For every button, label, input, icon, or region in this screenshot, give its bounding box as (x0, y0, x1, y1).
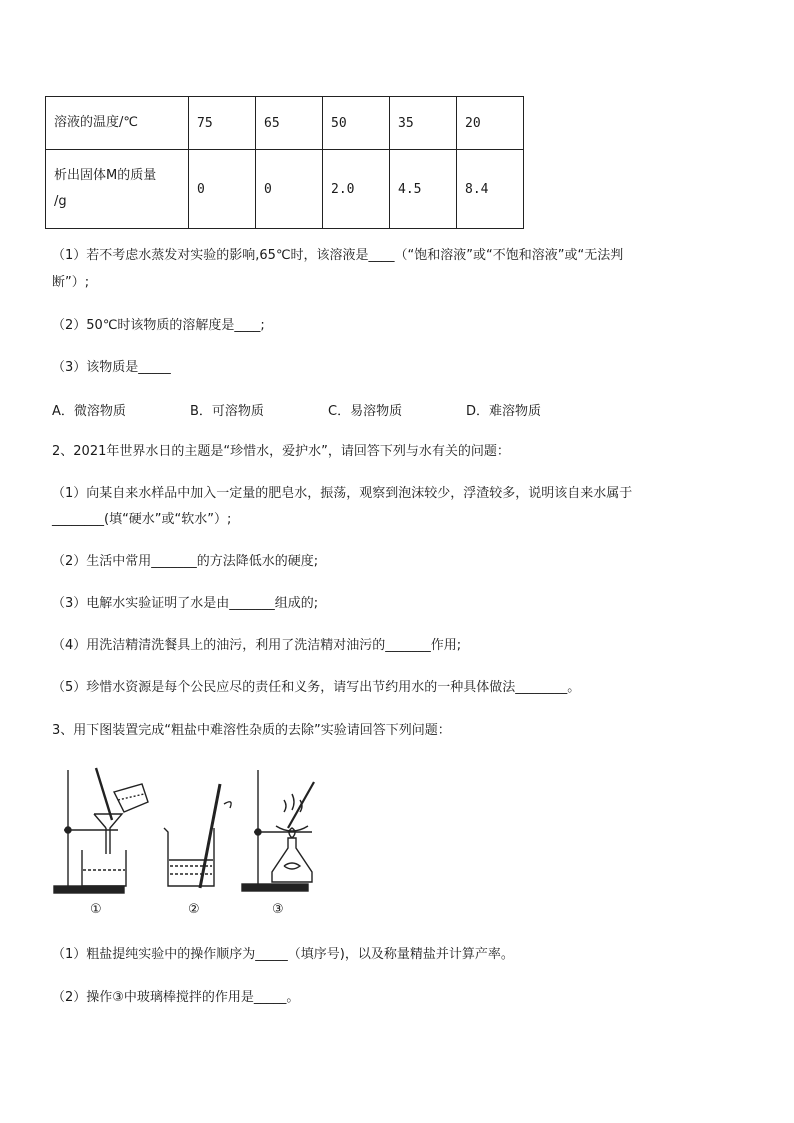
q1-part2: （2）50℃时该物质的溶解度是____; (52, 318, 265, 333)
lab-apparatus-figure (52, 762, 352, 902)
table-header-cell (46, 150, 189, 229)
stir-arrow (224, 802, 231, 808)
evaporation-apparatus (242, 770, 314, 891)
clamp-screw (65, 827, 71, 833)
receiving-beaker (82, 850, 126, 886)
q1-part1-line2: 断”）; (52, 275, 90, 290)
q2-part5: （5）珍惜水资源是每个公民应尽的责任和义务，请写出节约用水的一种具体做法________。 (52, 680, 581, 695)
glass-rod (96, 768, 112, 820)
q3-title: 3、用下图装置完成“粗盐中难溶性杂质的去除”实验请回答下列问题： (52, 723, 451, 738)
figure-label-2: ② (188, 902, 200, 917)
table-cell: 65 (256, 97, 323, 150)
q1-part1-line1: （1）若不考虑水蒸发对实验的影响,65℃时，该溶液是____（“饱和溶液”或“不饱和溶液”或“无法判 (52, 248, 624, 263)
stand-base (54, 886, 124, 893)
q1-choices (52, 400, 541, 419)
figure-label-3: ③ (272, 902, 284, 917)
q3-part2: （2）操作③中玻璃棒搅拌的作用是_____。 (52, 990, 300, 1005)
table-cell: 0 (189, 150, 256, 229)
table-cell: 4.5 (390, 150, 457, 229)
table-header-cell: 溶液的温度/℃ (46, 97, 189, 150)
table-header-line: 析出固体M的质量 (54, 168, 157, 183)
choice-b[interactable]: B．可溶物质 (190, 404, 264, 419)
choice-d[interactable]: D．难溶物质 (466, 404, 542, 419)
q1-part3: （3）该物质是_____ (52, 360, 171, 375)
data-table (45, 96, 524, 229)
filtration-apparatus (54, 768, 148, 893)
table-cell: 35 (390, 97, 457, 150)
figure-label-1: ① (90, 902, 102, 917)
table-row (46, 150, 524, 229)
choice-a[interactable]: A．微溶物质 (52, 404, 126, 419)
stirring-rod (200, 784, 220, 888)
table-cell: 8.4 (457, 150, 524, 229)
q2-part2: （2）生活中常用_______的方法降低水的硬度; (52, 554, 319, 569)
funnel (94, 814, 122, 854)
table-header-line: /g (54, 194, 67, 209)
dissolving-apparatus (164, 784, 231, 888)
q2-part3: （3）电解水实验证明了水是由_______组成的; (52, 596, 319, 611)
q3-part1: （1）粗盐提纯实验中的操作顺序为_____（填序号)，以及称量精盐并计算产率。 (52, 947, 514, 962)
pouring-beaker (114, 784, 148, 812)
table-cell: 75 (189, 97, 256, 150)
table-cell: 0 (256, 150, 323, 229)
q2-part1-line1: （1）向某自来水样品中加入一定量的肥皂水，振荡，观察到泡沫较少，浮渣较多，说明该自来水属于 (52, 486, 633, 501)
q2-part1-line2: ________(填“硬水”或“软水”）; (52, 512, 232, 527)
q2-part4: （4）用洗洁精清洗餐具上的油污，利用了洗洁精对油污的_______作用; (52, 638, 462, 653)
table-cell: 50 (323, 97, 390, 150)
glass-rod (288, 782, 314, 828)
table-row (46, 97, 524, 150)
q2-title: 2、2021年世界水日的主题是“珍惜水，爱护水”，请回答下列与水有关的问题： (52, 444, 510, 459)
flame (289, 828, 295, 838)
lamp-fuel (284, 863, 300, 869)
alcohol-lamp (272, 838, 312, 882)
choice-c[interactable]: C．易溶物质 (328, 404, 403, 419)
pouring-liquid (118, 794, 144, 800)
clamp-screw (255, 829, 261, 835)
stand-base (242, 884, 308, 891)
table-cell: 2.0 (323, 150, 390, 229)
table-cell: 20 (457, 97, 524, 150)
